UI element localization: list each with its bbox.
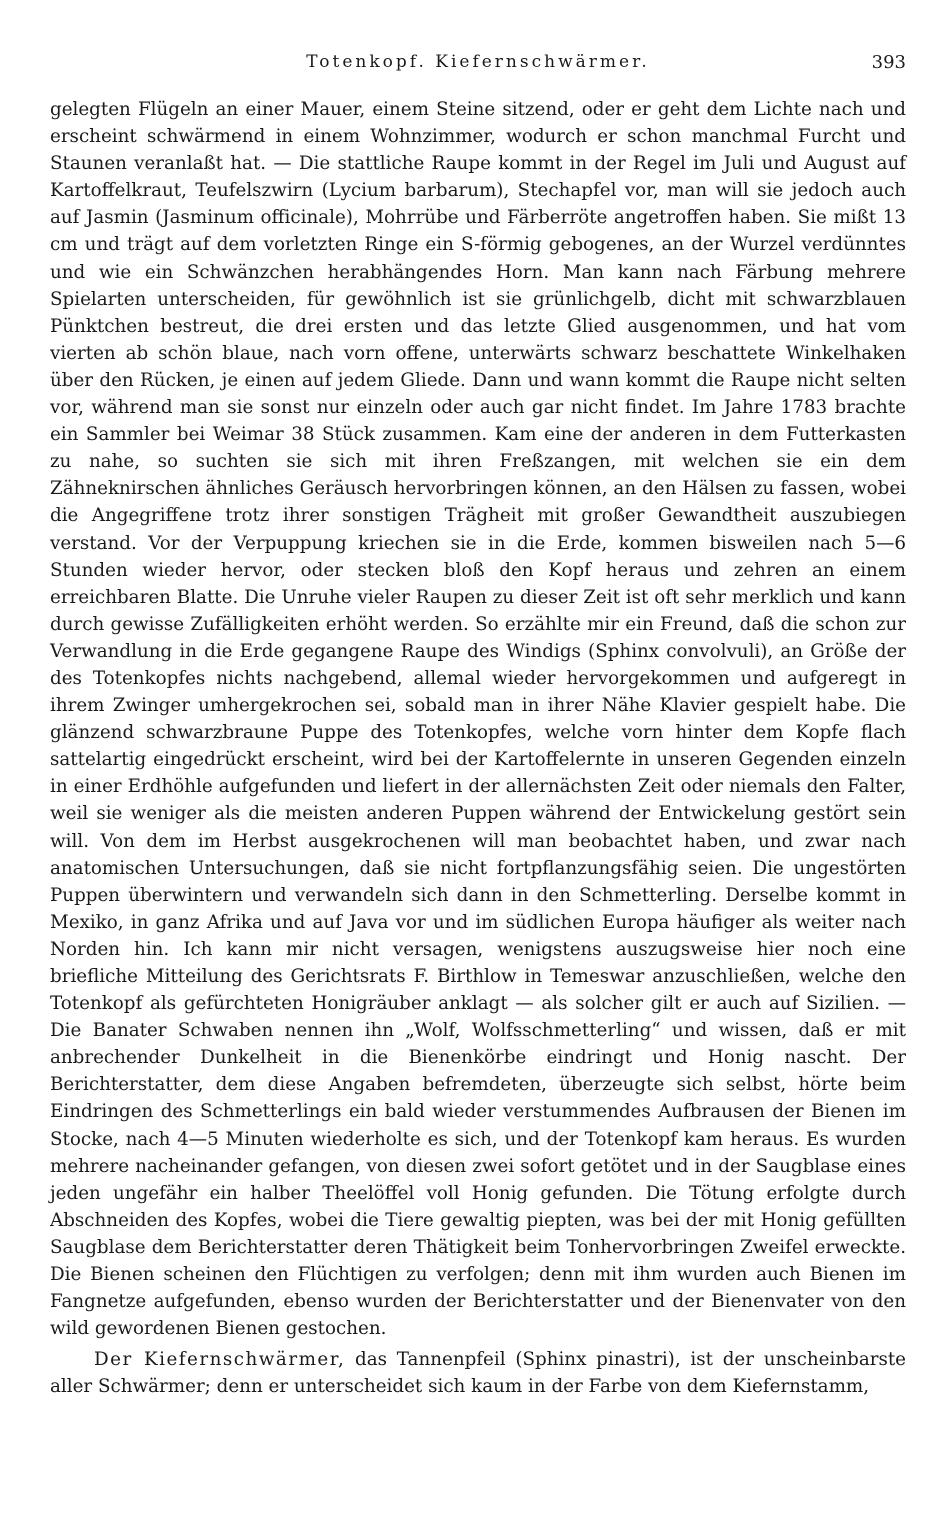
body-text — [50, 96, 906, 1401]
paragraph-totenkopf: gelegten Flügeln an einer Mauer, einem Steine sitzend, oder er geht dem Lichte nach und erscheint schwärmend in einem Wohnzimmer, wodurch er schon manchmal Furcht und Staunen veranlaßt hat. — Die stattliche Raupe kommt in der Regel im Juli und August auf Kartoffelkraut, Teufelszwirn (Lycium barbarum), Stechapfel vor, man will sie jedoch auch auf Jasmin (Jasminum officinale), Mohrrübe und Färberröte angetroffen haben. Sie mißt 13 cm und trägt auf dem vorletzten Ringe ein S-förmig gebogenes, an der Wurzel verdünntes und wie ein Schwänzchen herabhängendes Horn. Man kann nach Färbung mehrere Spielarten unterscheiden, für gewöhnlich ist sie grünlichgelb, dicht mit schwarzblauen Pünktchen bestreut, die drei ersten und das letzte Glied ausgenommen, und hat vom vierten ab schön blaue, nach vorn offene, unterwärts schwarz beschattete Winkelhaken über den Rücken, je einen auf jedem Gliede. Dann und wann kommt die Raupe nicht selten vor, während man sie sonst nur einzeln oder auch gar nicht findet. Im Jahre 1783 brachte ein Sammler bei Weimar 38 Stück zusammen. Kam eine der anderen in dem Futterkasten zu nahe, so suchten sie sich mit ihren Freßzangen, mit welchen sie ein dem Zähneknirschen ähnliches Geräusch hervorbringen können, an den Hälsen zu fassen, wobei die Angegriffene trotz ihrer sonstigen Trägheit mit großer Gewandtheit auszubiegen verstand. Vor der Verpuppung kriechen sie in die Erde, kommen bisweilen nach 5—6 Stunden wieder hervor, oder stecken bloß den Kopf heraus und zehren an einem erreichbaren Blatte. Die Unruhe vieler Raupen zu dieser Zeit ist oft sehr merklich und kann durch gewisse Zufälligkeiten erhöht werden. So erzählte mir ein Freund, daß die schon zur Verwandlung in die Erde gegangene Raupe des Windigs (Sphinx convolvuli), an Größe der des Totenkopfes nichts nachgebend, allemal wieder hervorgekommen und aufgeregt in ihrem Zwinger umhergekrochen sei, sobald man in ihrer Nähe Klavier gespielt habe. Die glänzend schwarzbraune Puppe des Totenkopfes, welche vorn hinter dem Kopfe flach sattelartig eingedrückt erscheint, wird bei der Kartoffelernte in unseren Gegenden einzeln in einer Erdhöhle aufgefunden und liefert in der allernächsten Zeit oder niemals den Falter, weil sie weniger als die meisten anderen Puppen während der Entwickelung gestört sein will. Von dem im Herbst ausgekrochenen will man beobachtet haben, und zwar nach anatomischen Untersuchungen, daß sie nicht fortpflanzungsfähig seien. Die ungestörten Puppen überwintern und verwandeln sich dann in den Schmetterling. Derselbe kommt in Mexiko, in ganz Afrika und auf Java vor und im südlichen Europa häufiger als weiter nach Norden hin. Ich kann mir nicht versagen, wenigstens auszugsweise hier noch eine briefliche Mitteilung des Gerichtsrats F. Birthlow in Temeswar anzuschließen, welche den Totenkopf als gefürchteten Honigräuber anklagt — als solcher gilt er auch auf Sizilien. — Die Banater Schwaben nennen ihn „Wolf, Wolfsschmetterling“ und wissen, daß er mit anbrechender Dunkelheit in die Bienenkörbe eindringt und Honig nascht. Der Berichterstatter, dem diese Angaben befremdeten, überzeugte sich selbst, hörte beim Eindringen des Schmetterlings ein bald wieder verstummendes Aufbrausen der Bienen im Stocke, nach 4—5 Minuten wiederholte es sich, und der Totenkopf kam heraus. Es wurden mehrere nacheinander gefangen, von diesen zwei sofort getötet und in der Saugblase eines jeden ungefähr ein halber Theelöffel voll Honig gefunden. Die Tötung erfolgte durch Abschneiden des Kopfes, wobei die Tiere gewaltig piepten, was bei der mit Honig gefüllten Saugblase dem Berichterstatter deren Thätigkeit beim Tonhervorbringen Zweifel erweckte. Die Bienen scheinen den Flüchtigen zu verfolgen; denn mit ihm wurden auch Bienen im Fangnetze aufgefunden, ebenso wurden der Berichterstatter und der Bienenvater von den wild gewordenen Bienen gestochen. — [50, 99, 906, 1340]
page-number: 393 — [871, 52, 906, 73]
paragraph-kiefernschwaermer — [50, 1346, 906, 1400]
page-header — [50, 52, 906, 78]
species-heading: Der Kiefernschwärmer, — [94, 1349, 346, 1371]
paragraph-text: das Tannenpfeil (Sphinx pinastri), ist der unscheinbarste aller Schwärmer; denn er unterscheidet sich kaum in der Farbe von dem Kiefernstamm, — [50, 1349, 906, 1398]
running-head: Totenkopf. Kiefernschwärmer. — [306, 52, 650, 72]
